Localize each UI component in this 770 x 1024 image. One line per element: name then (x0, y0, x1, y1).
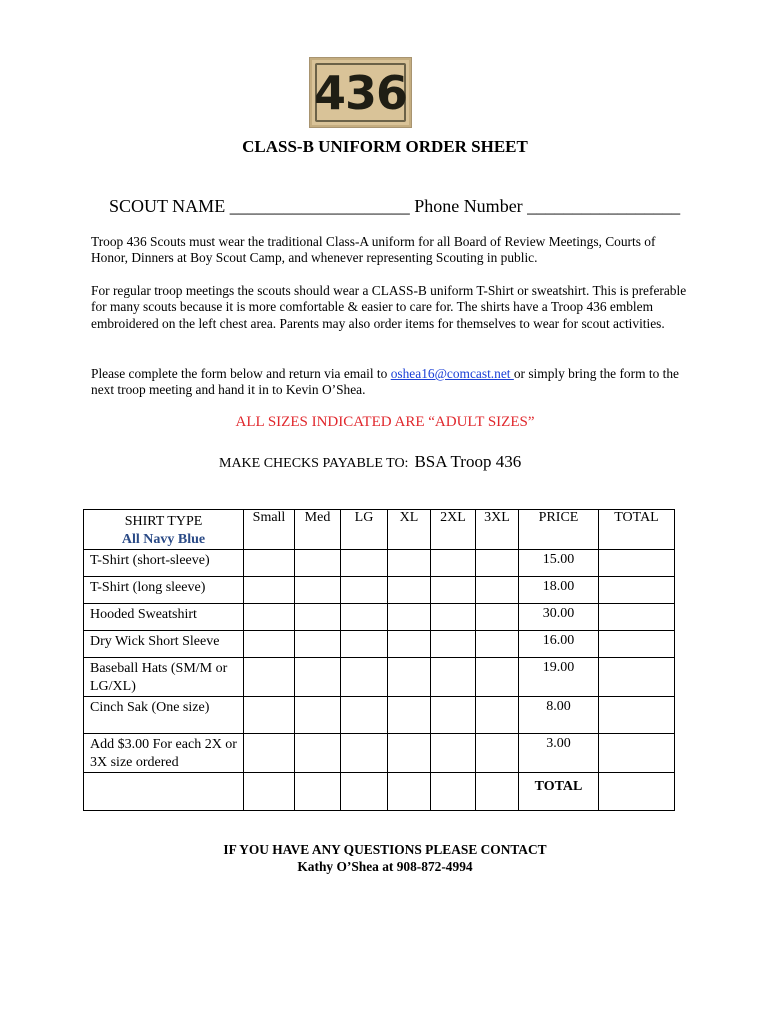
item-name: Cinch Sak (One size) (84, 697, 244, 734)
qty-3xl-cell[interactable] (476, 697, 519, 734)
troop-badge-logo (309, 57, 412, 128)
qty-small-cell[interactable] (244, 631, 295, 658)
total-row-blank (244, 773, 295, 811)
item-name: Add $3.00 For each 2X or 3X size ordered (84, 734, 244, 773)
column-header-small: Small (244, 510, 295, 550)
qty-lg-cell[interactable] (341, 604, 388, 631)
instructions-paragraph (91, 366, 691, 399)
qty-lg-cell[interactable] (341, 734, 388, 773)
item-price: 15.00 (519, 550, 599, 577)
qty-2xl-cell[interactable] (431, 697, 476, 734)
table-row (84, 734, 675, 773)
qty-xl-cell[interactable] (388, 697, 431, 734)
column-header-total: TOTAL (599, 510, 675, 550)
qty-med-cell[interactable] (295, 697, 341, 734)
qty-3xl-cell[interactable] (476, 631, 519, 658)
item-price: 16.00 (519, 631, 599, 658)
qty-2xl-cell[interactable] (431, 734, 476, 773)
total-row-blank (295, 773, 341, 811)
table-row (84, 631, 675, 658)
adult-sizes-note: ALL SIZES INDICATED ARE “ADULT SIZES” (235, 414, 535, 430)
item-name: T-Shirt (long sleeve) (84, 577, 244, 604)
table-header-row (84, 510, 675, 550)
shirt-type-label: SHIRT TYPE (124, 514, 203, 529)
shirt-color-label: All Navy Blue (121, 532, 206, 547)
item-total-cell[interactable] (599, 734, 675, 773)
shirt-type-header (84, 510, 244, 550)
table-row (84, 604, 675, 631)
item-total-cell[interactable] (599, 604, 675, 631)
qty-med-cell[interactable] (295, 631, 341, 658)
qty-2xl-cell[interactable] (431, 577, 476, 604)
scout-info-line (109, 196, 680, 217)
class-b-paragraph: For regular troop meetings the scouts should wear a CLASS-B uniform T-Shirt or sweatshirt. This is preferable for many scouts because it is more comfortable & easier to care for. The shirts have a Troop 436 emblem embroidered on the left chest area. Parents may also order items for themselves to wear for scout activities. (91, 283, 687, 331)
qty-3xl-cell[interactable] (476, 658, 519, 697)
grand-total-label: TOTAL (519, 773, 599, 811)
qty-xl-cell[interactable] (388, 577, 431, 604)
column-header-3xl: 3XL (476, 510, 519, 550)
qty-med-cell[interactable] (295, 577, 341, 604)
qty-small-cell[interactable] (244, 734, 295, 773)
qty-lg-cell[interactable] (341, 550, 388, 577)
qty-small-cell[interactable] (244, 697, 295, 734)
contact-line-2: Kathy O’Shea at 908-872-4994 (297, 859, 473, 874)
qty-2xl-cell[interactable] (431, 631, 476, 658)
qty-small-cell[interactable] (244, 550, 295, 577)
qty-med-cell[interactable] (295, 550, 341, 577)
qty-med-cell[interactable] (295, 658, 341, 697)
contact-footer (0, 841, 770, 875)
qty-xl-cell[interactable] (388, 631, 431, 658)
instructions-text-start: Please complete the form below and return via email to (91, 366, 391, 381)
qty-xl-cell[interactable] (388, 658, 431, 697)
item-total-cell[interactable] (599, 577, 675, 604)
item-total-cell[interactable] (599, 697, 675, 734)
troop-number-badge: 436 (315, 63, 406, 122)
qty-small-cell[interactable] (244, 658, 295, 697)
table-total-row (84, 773, 675, 811)
qty-lg-cell[interactable] (341, 658, 388, 697)
column-header-med: Med (295, 510, 341, 550)
item-price: 30.00 (519, 604, 599, 631)
table-row (84, 658, 675, 697)
qty-3xl-cell[interactable] (476, 734, 519, 773)
item-total-cell[interactable] (599, 658, 675, 697)
column-header-lg: LG (341, 510, 388, 550)
phone-number-label: Phone Number (414, 196, 523, 216)
qty-2xl-cell[interactable] (431, 658, 476, 697)
scout-name-label: SCOUT NAME (109, 196, 226, 216)
phone-number-blank[interactable]: _________________ (527, 196, 681, 216)
page-title: CLASS-B UNIFORM ORDER SHEET (242, 137, 528, 156)
qty-med-cell[interactable] (295, 734, 341, 773)
scout-name-blank[interactable]: ____________________ (229, 196, 410, 216)
item-total-cell[interactable] (599, 550, 675, 577)
payable-line (219, 452, 521, 472)
qty-xl-cell[interactable] (388, 550, 431, 577)
item-name: Baseball Hats (SM/M or LG/XL) (84, 658, 244, 697)
qty-3xl-cell[interactable] (476, 604, 519, 631)
item-price: 8.00 (519, 697, 599, 734)
qty-small-cell[interactable] (244, 577, 295, 604)
total-row-blank (388, 773, 431, 811)
contact-line-1: IF YOU HAVE ANY QUESTIONS PLEASE CONTACT (223, 842, 547, 857)
qty-lg-cell[interactable] (341, 577, 388, 604)
total-row-blank (476, 773, 519, 811)
instructions-text-end: or simply bring the form to the next troop meeting and hand it in to Kevin O’Shea. (91, 366, 679, 398)
total-row-blank (431, 773, 476, 811)
qty-small-cell[interactable] (244, 604, 295, 631)
total-row-blank (84, 773, 244, 811)
qty-med-cell[interactable] (295, 604, 341, 631)
qty-2xl-cell[interactable] (431, 604, 476, 631)
table-row (84, 577, 675, 604)
item-price: 3.00 (519, 734, 599, 773)
qty-lg-cell[interactable] (341, 631, 388, 658)
item-price: 19.00 (519, 658, 599, 697)
qty-3xl-cell[interactable] (476, 577, 519, 604)
qty-lg-cell[interactable] (341, 697, 388, 734)
item-price: 18.00 (519, 577, 599, 604)
payable-label: MAKE CHECKS PAYABLE TO: (219, 456, 409, 471)
total-row-blank (341, 773, 388, 811)
item-name: Dry Wick Short Sleeve (84, 631, 244, 658)
class-a-paragraph: Troop 436 Scouts must wear the traditional Class-A uniform for all Board of Review Meetings, Courts of Honor, Dinners at Boy Scout Camp, and whenever representing Scouting in public. (91, 234, 656, 266)
order-table (83, 509, 675, 811)
qty-3xl-cell[interactable] (476, 550, 519, 577)
item-name: T-Shirt (short-sleeve) (84, 550, 244, 577)
column-header-price: PRICE (519, 510, 599, 550)
payable-payee: BSA Troop 436 (414, 452, 522, 471)
item-total-cell[interactable] (599, 631, 675, 658)
column-header-xl: XL (388, 510, 431, 550)
table-row (84, 550, 675, 577)
qty-xl-cell[interactable] (388, 604, 431, 631)
item-name: Hooded Sweatshirt (84, 604, 244, 631)
column-header-2xl: 2XL (431, 510, 476, 550)
qty-2xl-cell[interactable] (431, 550, 476, 577)
email-link[interactable]: oshea16@comcast.net (390, 366, 514, 381)
grand-total-cell[interactable] (599, 773, 675, 811)
qty-xl-cell[interactable] (388, 734, 431, 773)
table-row (84, 697, 675, 734)
